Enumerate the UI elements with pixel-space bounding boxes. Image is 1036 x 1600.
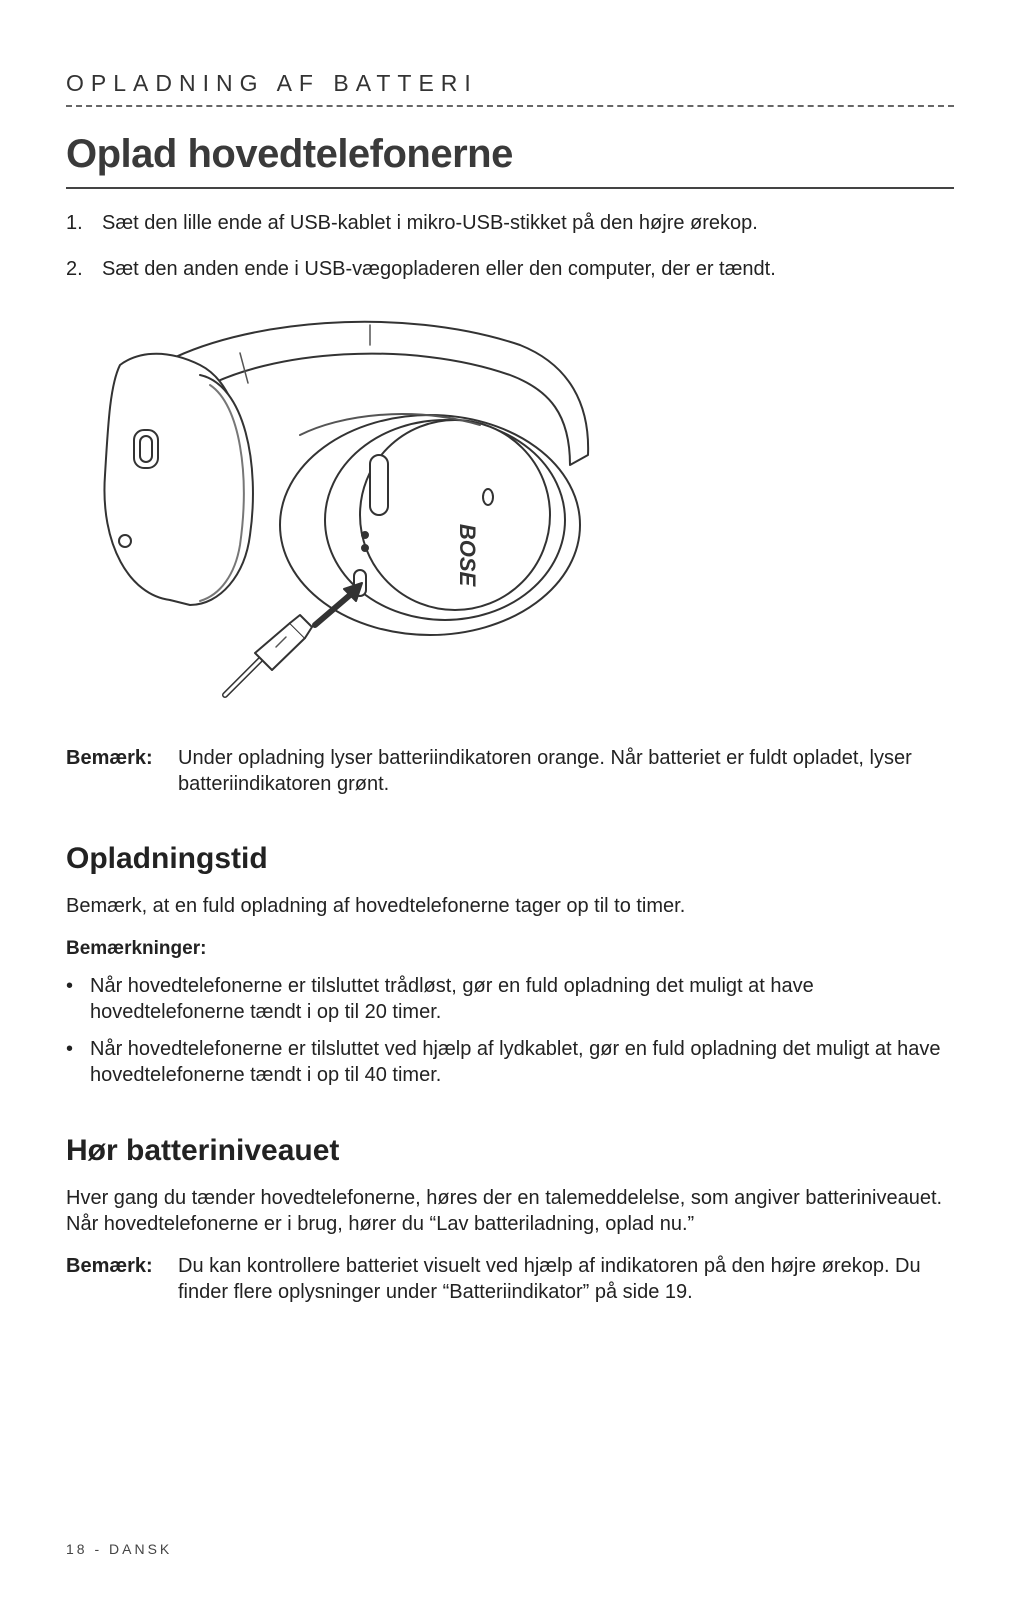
bullet-dot: •	[66, 1038, 74, 1060]
paragraph-charging-time: Bemærk, at en fuld opladning af hovedtelefonerne tager op til to timer.	[66, 895, 686, 917]
bullet-text: Når hovedtelefonerne er tilsluttet ved hjælp af lydkablet, gør en fuld opladning det muligt at have hovedtelefonerne tændt i op til 40 timer.	[90, 1038, 941, 1086]
page-footer: 18 - DANSK	[66, 1541, 173, 1557]
headphones-charging-illustration	[100, 305, 620, 725]
right-earcup-plate	[360, 420, 550, 610]
bullet-dot: •	[66, 975, 74, 997]
step-2	[66, 258, 776, 281]
note-text: Du kan kontrollere batteriet visuelt ved hjælp af indikatoren på den højre ørekop. Du finder flere oplysninger under “Batteriindikator” på side 19.	[178, 1255, 921, 1303]
step-1	[66, 212, 758, 235]
page-title: Oplad hovedtelefonerne	[66, 132, 513, 176]
step-number: 2.	[66, 258, 83, 280]
bose-logo: BOSE	[455, 523, 480, 587]
step-number: 1.	[66, 212, 83, 234]
note-battery-indicator	[66, 1253, 956, 1305]
bullet-text: Når hovedtelefonerne er tilsluttet trådløst, gør en fuld opladning det muligt at have hovedtelefonerne tændt i op til 20 timer.	[90, 975, 814, 1023]
note-label: Bemærk:	[66, 1255, 153, 1277]
note-label: Bemærk:	[66, 747, 153, 769]
section-label: OPLADNING AF BATTERI	[66, 70, 478, 96]
title-rule	[66, 187, 954, 189]
notes-label: Bemærkninger:	[66, 938, 207, 959]
heading-opladningstid: Opladningstid	[66, 842, 268, 875]
step-text: Sæt den lille ende af USB-kablet i mikro-USB-stikket på den højre ørekop.	[102, 212, 758, 234]
bullet-item	[66, 973, 956, 1025]
bullet-item	[66, 1036, 956, 1088]
dashed-divider	[66, 105, 954, 107]
heading-battery-level: Hør batteriniveauet	[66, 1134, 340, 1167]
step-text: Sæt den anden ende i USB-vægopladeren eller den computer, der er tændt.	[102, 258, 776, 280]
note-text: Under opladning lyser batteriindikatoren orange. Når batteriet er fuldt opladet, lyser batteriindikatoren grønt.	[178, 747, 912, 795]
note-charging-indicator	[66, 745, 956, 797]
paragraph-battery-level: Hver gang du tænder hovedtelefonerne, høres der en talemeddelelse, som angiver batteriniveauet. Når hovedtelefonerne er i brug, hører du “Lav batteriladning, oplad nu.”	[66, 1187, 943, 1235]
